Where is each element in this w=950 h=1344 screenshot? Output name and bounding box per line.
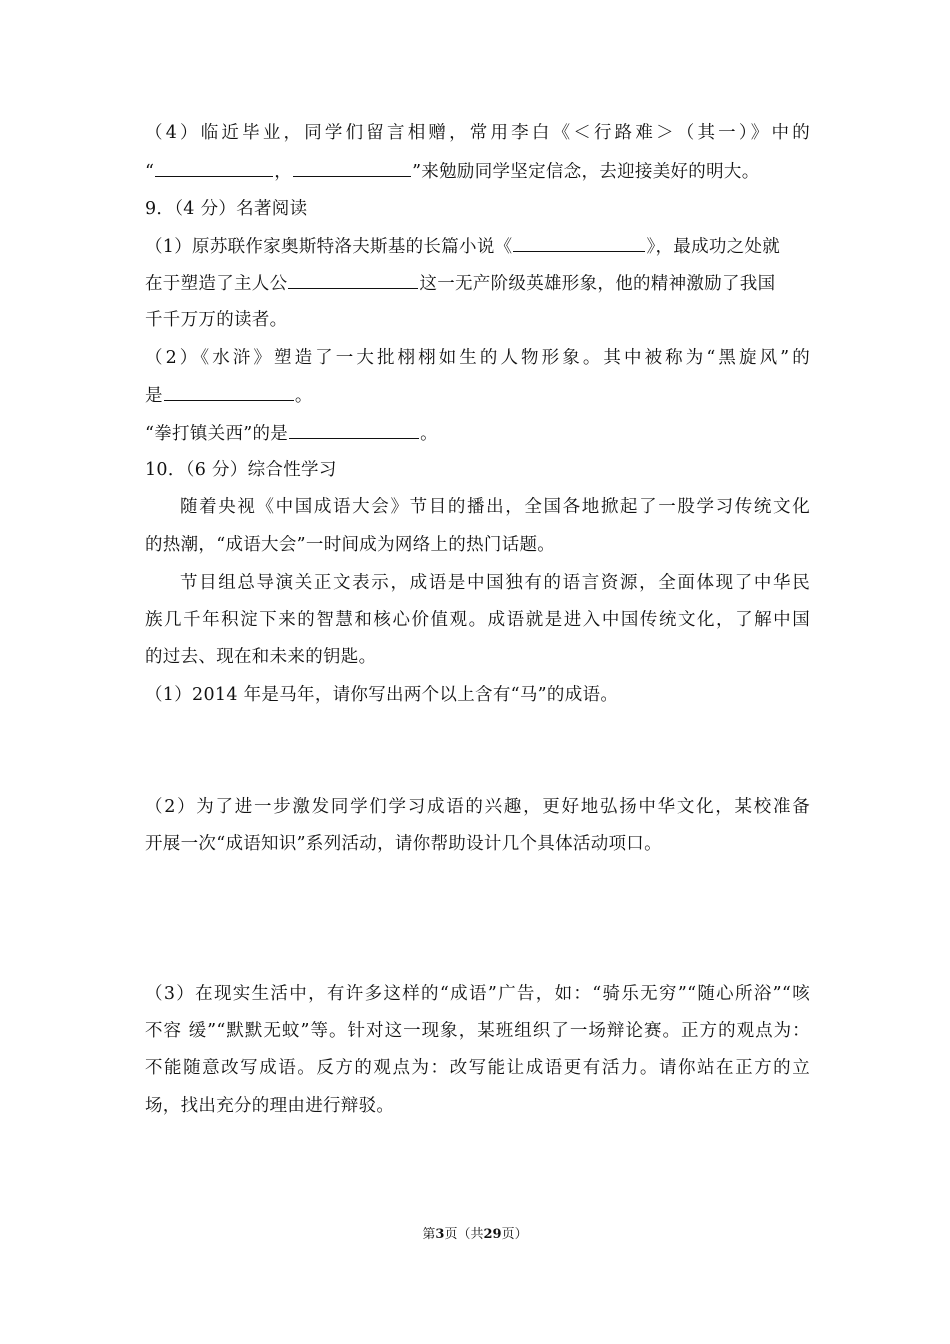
- answer-blank[interactable]: [155, 158, 273, 177]
- q10-para2-line-3: 的过去、现在和未来的钥匙。: [145, 647, 377, 667]
- q10-para1-line-2: 的热潮，“成语大会”一时间成为网络上的热门话题。: [145, 535, 556, 555]
- answer-blank[interactable]: [164, 382, 294, 401]
- q10-sub3-line-2: 不容 缓”“默默无蚊”等。针对这一现象，某班组织了一场辩论赛。正方的观点为：: [145, 1021, 810, 1041]
- q10-sub3-line-3: 不能随意改写成语。反方的观点为：改写能让成语更有活力。请你站在正方的立: [145, 1058, 810, 1078]
- q10-sub1: （1）2014 年是马年，请你写出两个以上含有“马”的成语。: [145, 685, 619, 705]
- answer-blank[interactable]: [513, 233, 645, 252]
- answer-blank[interactable]: [289, 420, 419, 439]
- q9-2-line-3: “拳打镇关西”的是 。: [145, 420, 810, 447]
- q10-sub2-line-1: （2）为了进一步激发同学们学习成语的兴趣，更好地弘扬中华文化，某校准备: [145, 797, 810, 817]
- q8-4-line-2: “ ， ”来勉励同学坚定信念，去迎接美好的明大。: [145, 158, 810, 185]
- q10-sub3-line-1: （3）在现实生活中，有许多这样的“成语”广告，如：“骑乐无穷”“随心所浴”“咳: [145, 984, 810, 1004]
- q10-para1-line-1: 随着央视《中国成语大会》节目的播出，全国各地掀起了一股学习传统文化: [180, 497, 810, 517]
- total-pages: 29: [483, 1227, 502, 1242]
- q9-2-line-1: （2）《水浒》塑造了一大批栩栩如生的人物形象。其中被称为“黑旋风”的: [145, 348, 810, 368]
- q9-heading: 9．（4 分）名著阅读: [145, 199, 308, 219]
- page-number: 3: [435, 1227, 445, 1242]
- q10-heading: 10．（6 分）综合性学习: [145, 460, 337, 480]
- q10-para2-line-2: 族几千年积淀下来的智慧和核心价值观。成语就是进入中国传统文化，了解中国: [145, 610, 810, 630]
- q10-sub3-line-4: 场，找出充分的理由进行辩驳。: [145, 1096, 395, 1116]
- q10-sub2-line-2: 开展一次“成语知识”系列活动，请你帮助设计几个具体活动项口。: [145, 834, 662, 854]
- page-footer: 第3页（共29页）: [422, 1227, 528, 1242]
- answer-blank[interactable]: [288, 270, 418, 289]
- q9-1-line-3: 千千万万的读者。: [145, 310, 288, 330]
- q10-para2-line-1: 节目组总导演关正文表示，成语是中国独有的语言资源，全面体现了中华民: [180, 573, 810, 593]
- q9-1-line-2: 在于塑造了主人公 这一无产阶级英雄形象，他的精神激励了我国: [145, 270, 810, 297]
- q9-2-line-2: 是 。: [145, 382, 810, 409]
- answer-blank[interactable]: [293, 158, 411, 177]
- q8-4-line-1: （4）临近毕业，同学们留言相赠，常用李白《＜行路难＞（其一）》中的: [145, 123, 810, 143]
- q9-1-line-1: （1）原苏联作家奥斯特洛夫斯基的长篇小说《 》，最成功之处就: [145, 233, 810, 260]
